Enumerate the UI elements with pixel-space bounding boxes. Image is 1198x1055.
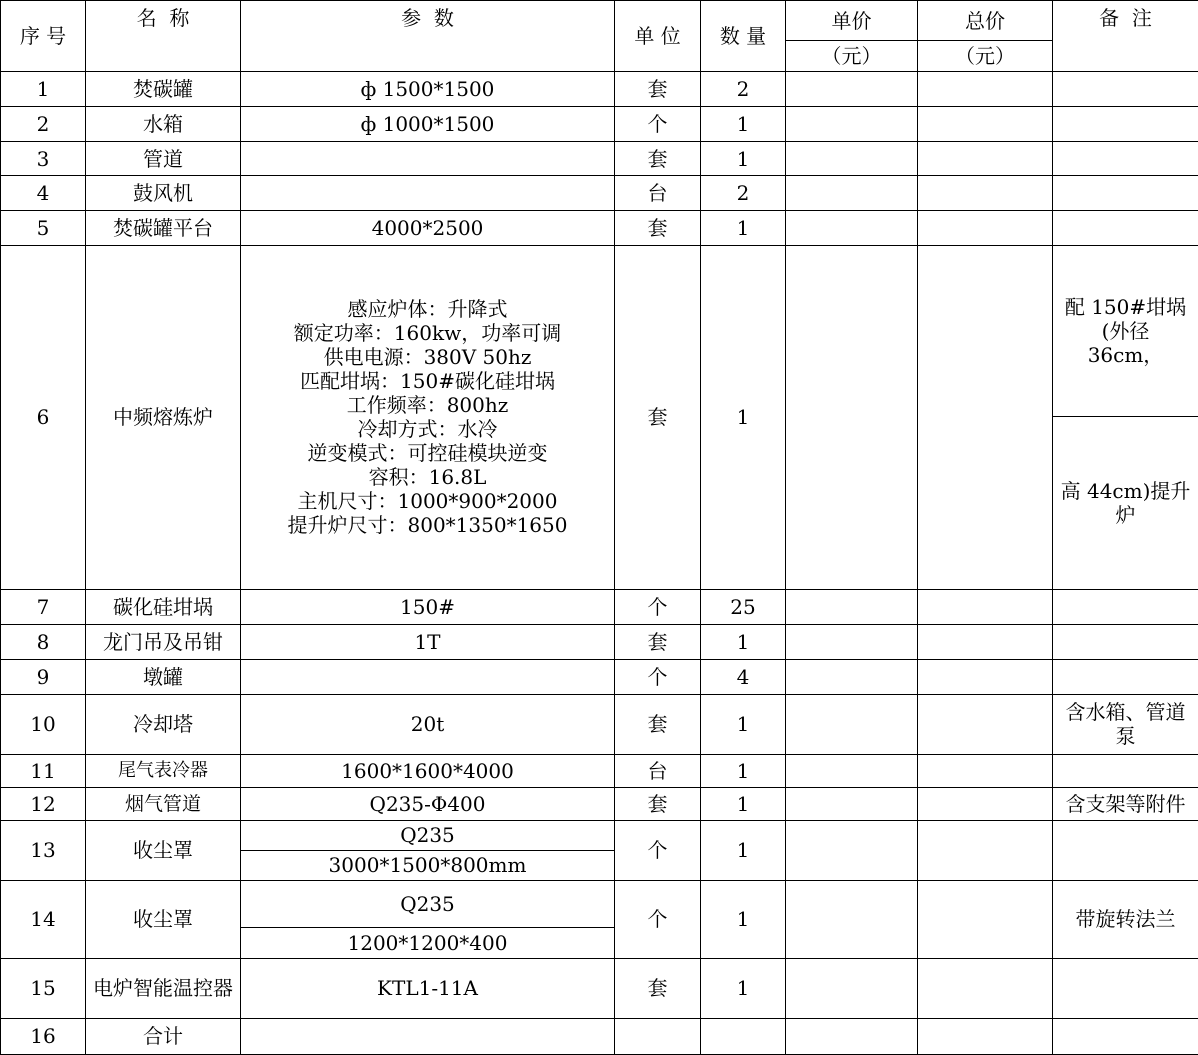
row-qty: 2 — [701, 72, 786, 107]
table-row — [1, 880, 1198, 927]
row-remark: 带旋转法兰 — [1053, 880, 1198, 958]
table-row — [1, 246, 1198, 417]
row-total-price — [918, 176, 1053, 211]
param-line: 匹配坩埚：150#碳化硅坩埚 — [300, 369, 555, 394]
row-no: 13 — [1, 820, 86, 880]
row-remark — [1053, 754, 1198, 787]
row-total-price — [918, 754, 1053, 787]
row-params: Q235-Φ400 — [241, 787, 615, 820]
row-qty: 1 — [701, 246, 786, 589]
row-qty: 1 — [701, 694, 786, 754]
row-unit-price — [786, 211, 918, 246]
row-remark — [1053, 107, 1198, 142]
row-name: 管道 — [86, 142, 241, 176]
header-name: 名 称 — [86, 1, 241, 72]
row-unit: 套 — [615, 142, 701, 176]
table-row — [1, 72, 1198, 107]
header-total-price: 总价 — [918, 1, 1053, 41]
param-line: 供电电源：380V 50hz — [323, 345, 532, 370]
row-unit: 个 — [615, 107, 701, 142]
row-no: 4 — [1, 176, 86, 211]
header-unit-price: 单价 — [786, 1, 918, 41]
row-name: 水箱 — [86, 107, 241, 142]
row-params: 150# — [241, 589, 615, 624]
row-qty: 1 — [701, 624, 786, 659]
row-no: 9 — [1, 659, 86, 694]
row-total-price — [918, 142, 1053, 176]
row-unit-price — [786, 107, 918, 142]
header-unit-price-unit: （元） — [786, 41, 918, 72]
row-params: ф 1500*1500 — [241, 72, 615, 107]
row-unit-price — [786, 176, 918, 211]
row-unit-price — [786, 72, 918, 107]
row-qty: 2 — [701, 176, 786, 211]
row-qty: 1 — [701, 211, 786, 246]
row-unit-price — [786, 246, 918, 589]
row-params: 3000*1500*800mm — [241, 850, 615, 880]
table-row — [1, 787, 1198, 820]
row-remark: 配 150#坩埚(外径 36cm， — [1053, 246, 1198, 417]
table-row — [1, 659, 1198, 694]
row-unit: 套 — [615, 624, 701, 659]
param-line: 容积：16.8L — [368, 465, 487, 490]
table-row — [1, 958, 1198, 1018]
header-total-price-unit: （元） — [918, 41, 1053, 72]
table-row — [1, 624, 1198, 659]
row-unit-price — [786, 958, 918, 1018]
row-params: 1600*1600*4000 — [241, 754, 615, 787]
param-line: 额定功率：160kw，功率可调 — [293, 321, 562, 346]
param-line: 工作频率：800hz — [346, 393, 509, 418]
row-remark — [1053, 72, 1198, 107]
row-name: 龙门吊及吊钳 — [86, 624, 241, 659]
row-remark: 含支架等附件 — [1053, 787, 1198, 820]
row-params: 1T — [241, 624, 615, 659]
row-unit-price — [786, 820, 918, 880]
param-line: 感应炉体：升降式 — [347, 297, 508, 322]
row-params: Q235 — [241, 880, 615, 927]
row-name: 电炉智能温控器 — [86, 958, 241, 1018]
row-name: 收尘罩 — [86, 880, 241, 958]
row-unit: 个 — [615, 880, 701, 958]
row-params: KTL1-11A — [241, 958, 615, 1018]
row-unit: 个 — [615, 659, 701, 694]
row-unit — [615, 1018, 701, 1054]
row-qty: 25 — [701, 589, 786, 624]
row-qty: 1 — [701, 142, 786, 176]
row-total-price — [918, 880, 1053, 958]
row-name: 烟气管道 — [86, 787, 241, 820]
row-remark: 高 44cm)提升炉 — [1053, 417, 1198, 589]
row-total-price — [918, 694, 1053, 754]
table-row — [1, 589, 1198, 624]
row-qty: 1 — [701, 820, 786, 880]
row-unit: 台 — [615, 754, 701, 787]
row-total-price — [918, 246, 1053, 589]
row-qty: 1 — [701, 787, 786, 820]
row-remark — [1053, 624, 1198, 659]
header-qty: 数 量 — [701, 1, 786, 72]
row-unit-price — [786, 787, 918, 820]
row-remark: 含水箱、管道泵 — [1053, 694, 1198, 754]
table-row — [1, 142, 1198, 176]
row-name: 墩罐 — [86, 659, 241, 694]
row-no: 8 — [1, 624, 86, 659]
header-params: 参 数 — [241, 1, 615, 72]
row-params — [241, 1018, 615, 1054]
table-row — [1, 107, 1198, 142]
row-name: 鼓风机 — [86, 176, 241, 211]
header-unit: 单 位 — [615, 1, 701, 72]
row-qty — [701, 1018, 786, 1054]
row-total-price — [918, 958, 1053, 1018]
row-no: 10 — [1, 694, 86, 754]
row-name: 焚碳罐 — [86, 72, 241, 107]
row-no: 11 — [1, 754, 86, 787]
row-unit-price — [786, 589, 918, 624]
row-no: 16 — [1, 1018, 86, 1054]
row-unit-price — [786, 754, 918, 787]
row-name: 中频熔炼炉 — [86, 246, 241, 589]
header-remarks: 备 注 — [1053, 1, 1198, 72]
param-line: 冷却方式：水冷 — [357, 417, 498, 442]
row-remark — [1053, 820, 1198, 880]
row-remark — [1053, 659, 1198, 694]
row-remark — [1053, 958, 1198, 1018]
row-total-price — [918, 72, 1053, 107]
table-row — [1, 176, 1198, 211]
row-no: 5 — [1, 211, 86, 246]
param-line: 提升炉尺寸：800*1350*1650 — [287, 513, 568, 538]
row-no: 7 — [1, 589, 86, 624]
table-row — [1, 211, 1198, 246]
row-name: 碳化硅坩埚 — [86, 589, 241, 624]
table-row — [1, 1018, 1198, 1054]
row-no: 14 — [1, 880, 86, 958]
row-remark — [1053, 1018, 1198, 1054]
row-qty: 1 — [701, 880, 786, 958]
row-params: ф 1000*1500 — [241, 107, 615, 142]
row-unit: 个 — [615, 589, 701, 624]
row-unit-price — [786, 880, 918, 958]
row-total-price — [918, 107, 1053, 142]
row-no: 2 — [1, 107, 86, 142]
row-unit: 套 — [615, 72, 701, 107]
param-line: 逆变模式：可控硅模块逆变 — [307, 441, 548, 466]
row-total-price — [918, 1018, 1053, 1054]
row-unit: 套 — [615, 958, 701, 1018]
row-total-price — [918, 589, 1053, 624]
row-name: 收尘罩 — [86, 820, 241, 880]
row-name: 合计 — [86, 1018, 241, 1054]
row-no: 15 — [1, 958, 86, 1018]
row-name: 冷却塔 — [86, 694, 241, 754]
row-total-price — [918, 659, 1053, 694]
row-unit: 套 — [615, 211, 701, 246]
row-params — [241, 176, 615, 211]
row-no: 6 — [1, 246, 86, 589]
row-remark — [1053, 589, 1198, 624]
table-row — [1, 694, 1198, 754]
row-params: 1200*1200*400 — [241, 927, 615, 958]
row-unit-price — [786, 659, 918, 694]
row-params — [241, 659, 615, 694]
row-total-price — [918, 624, 1053, 659]
row-total-price — [918, 787, 1053, 820]
row-name: 尾气表冷器 — [86, 754, 241, 787]
row-unit-price — [786, 624, 918, 659]
table-row — [1, 820, 1198, 850]
row-qty: 1 — [701, 958, 786, 1018]
row-unit: 套 — [615, 694, 701, 754]
row-no: 1 — [1, 72, 86, 107]
row-name: 焚碳罐平台 — [86, 211, 241, 246]
row-unit: 个 — [615, 820, 701, 880]
row-params: 20t — [241, 694, 615, 754]
row-qty: 1 — [701, 107, 786, 142]
param-line: 主机尺寸：1000*900*2000 — [297, 489, 558, 514]
row-remark — [1053, 211, 1198, 246]
row-qty: 4 — [701, 659, 786, 694]
header-no: 序 号 — [1, 1, 86, 72]
row-unit: 套 — [615, 246, 701, 589]
row-total-price — [918, 820, 1053, 880]
row-unit-price — [786, 694, 918, 754]
row-unit: 套 — [615, 787, 701, 820]
table-row — [1, 754, 1198, 787]
row-params — [241, 142, 615, 176]
row-remark — [1053, 176, 1198, 211]
row-unit: 台 — [615, 176, 701, 211]
row-unit-price — [786, 142, 918, 176]
row-params: Q235 — [241, 820, 615, 850]
row-remark — [1053, 142, 1198, 176]
row-unit-price — [786, 1018, 918, 1054]
row-params-list — [241, 246, 615, 589]
row-no: 3 — [1, 142, 86, 176]
row-params: 4000*2500 — [241, 211, 615, 246]
row-qty: 1 — [701, 754, 786, 787]
row-total-price — [918, 211, 1053, 246]
row-no: 12 — [1, 787, 86, 820]
